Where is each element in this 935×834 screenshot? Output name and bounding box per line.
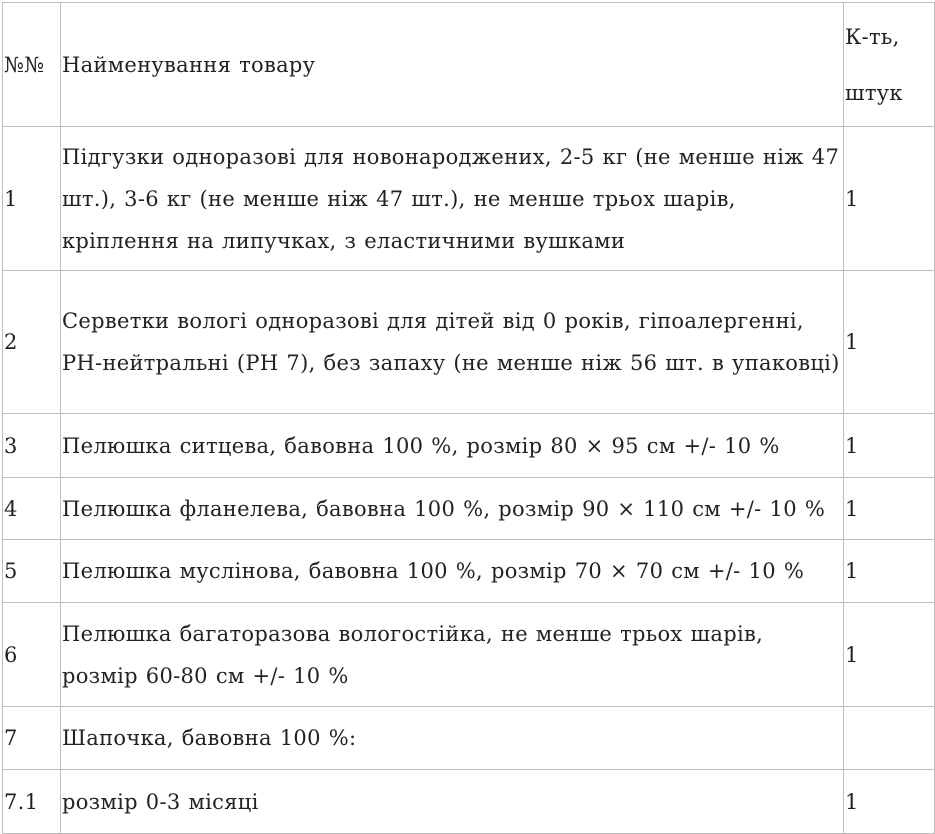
- row-number: 7.1: [3, 770, 61, 834]
- row-quantity: 1: [844, 127, 935, 271]
- row-name: Пелюшка ситцева, бавовна 100 %, розмір 80 × 95 см +/- 10 %: [61, 414, 844, 478]
- header-quantity-line1: К-ть,: [845, 24, 900, 49]
- row-name: Пелюшка багаторазова вологостійка, не менше трьох шарів, розмір 60-80 см +/- 10 %: [61, 603, 844, 707]
- table-row: [3, 540, 935, 603]
- table-row: [3, 414, 935, 478]
- row-number: 1: [3, 127, 61, 271]
- row-name: Шапочка, бавовна 100 %:: [61, 707, 844, 770]
- row-name: Пелюшка муслінова, бавовна 100 %, розмір 70 × 70 см +/- 10 %: [61, 540, 844, 603]
- row-quantity: 1: [844, 271, 935, 414]
- table-row: [3, 603, 935, 707]
- goods-table: [2, 2, 935, 834]
- row-quantity: 1: [844, 540, 935, 603]
- row-name: Серветки вологі одноразові для дітей від 0 років, гіпоалергенні, PH-нейтральні (PH 7), без запаху (не менше ніж 56 шт. в упаковці): [61, 271, 844, 414]
- row-name: розмір 0-3 місяці: [61, 770, 844, 834]
- row-number: 4: [3, 478, 61, 540]
- row-quantity: 1: [844, 603, 935, 707]
- header-name: Найменування товару: [61, 3, 844, 127]
- row-number: 2: [3, 271, 61, 414]
- table-header-row: [3, 3, 935, 127]
- table-row: [3, 478, 935, 540]
- row-quantity: 1: [844, 478, 935, 540]
- header-quantity: [844, 3, 935, 127]
- row-number: 5: [3, 540, 61, 603]
- row-quantity: 1: [844, 414, 935, 478]
- table-row: [3, 271, 935, 414]
- row-number: 3: [3, 414, 61, 478]
- row-quantity: 1: [844, 770, 935, 834]
- header-number: №№: [3, 3, 61, 127]
- row-name: Підгузки одноразові для новонароджених, 2-5 кг (не менше ніж 47 шт.), 3-6 кг (не менше ніж 47 шт.), не менше трьох шарів, кріплення на липучках, з еластичними вушками: [61, 127, 844, 271]
- row-number: 7: [3, 707, 61, 770]
- row-name: Пелюшка фланелева, бавовна 100 %, розмір 90 × 110 см +/- 10 %: [61, 478, 844, 540]
- row-number: 6: [3, 603, 61, 707]
- row-quantity: [844, 707, 935, 770]
- table-row: [3, 770, 935, 834]
- header-quantity-line2: штук: [845, 80, 903, 105]
- table-row: [3, 127, 935, 271]
- table-row: [3, 707, 935, 770]
